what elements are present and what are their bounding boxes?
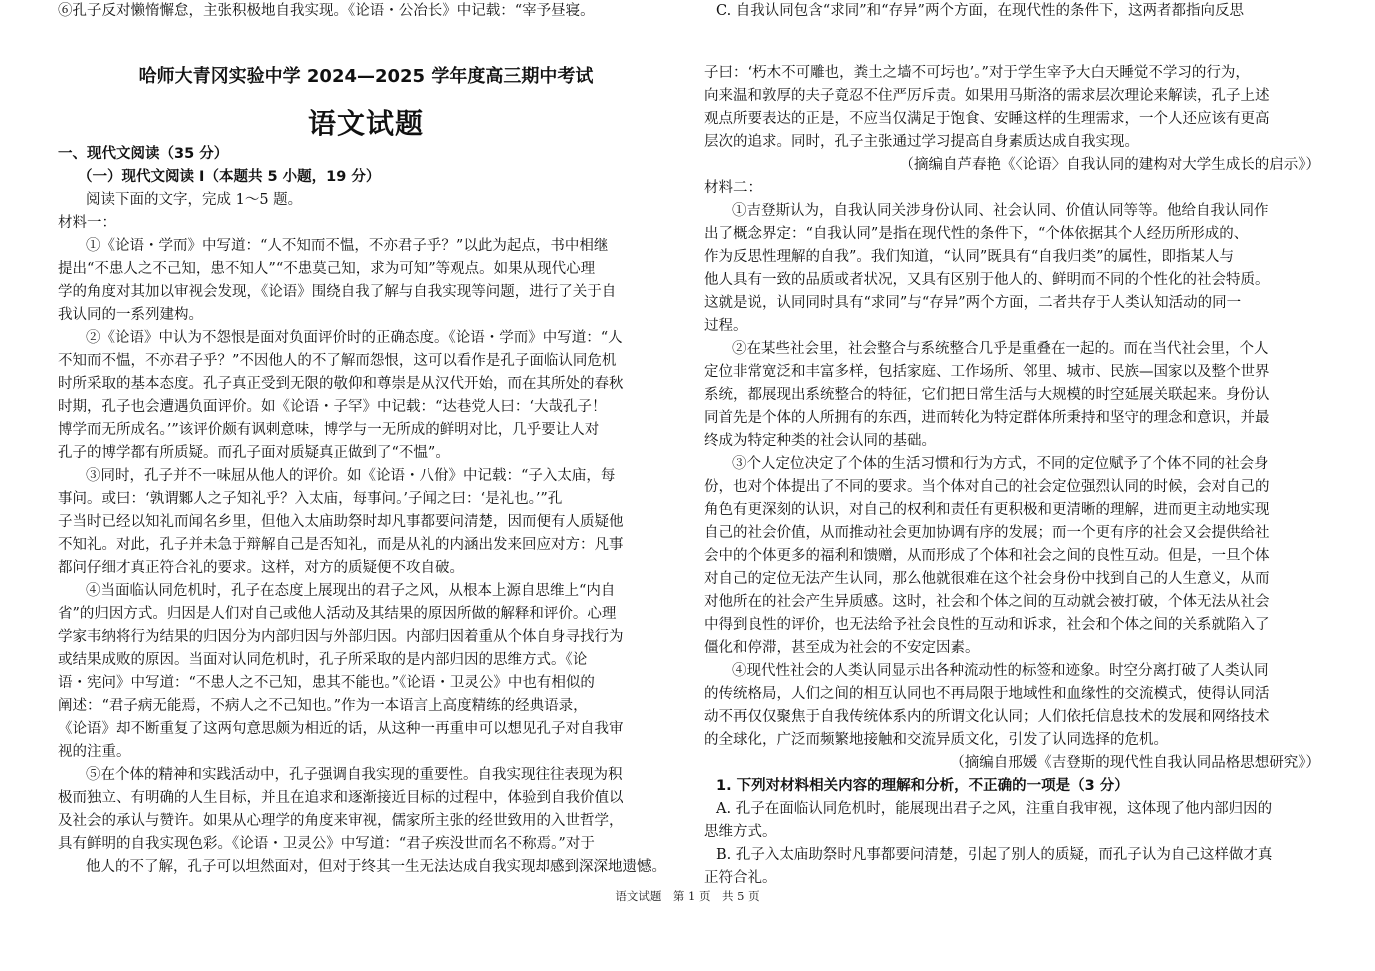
right-text-line: 份，也对个体提出了不同的要求。当个体对自己的社会定位强烈认同的时候，会对自己的 xyxy=(704,479,1270,495)
left-text-line: ①《论语・学而》中写道：“人不知而不愠，不亦君子乎？”以此为起点，书中相继 xyxy=(86,238,609,254)
left-text-line: 都问仔细才真正符合礼的要求。这样，对方的质疑便不攻自破。 xyxy=(58,560,464,576)
right-text-line: 作为反思性理解的自我”。我们知道，“认同”既具有“自我归类”的属性，即指某人与 xyxy=(704,249,1235,265)
right-text-line: （摘编自芦春艳《〈论语〉自我认同的建构对大学生成长的启示》） xyxy=(899,157,1320,173)
left-text-line: 材料一： xyxy=(58,215,116,231)
left-text-line: 我认同的一系列建构。 xyxy=(58,307,203,323)
right-text-line: 思维方式。 xyxy=(704,824,777,840)
left-text-line: 学的角度对其加以审视会发现，《论语》围绕自我了解与自我实现等问题，进行了关于自 xyxy=(58,284,617,300)
left-text-line: （一）现代文阅读 I（本题共 5 小题，19 分） xyxy=(78,169,381,185)
right-text-line: ②在某些社会里，社会整合与系统整合几乎是重叠在一起的。而在当代社会里，个人 xyxy=(732,341,1269,357)
left-text-line: ③同时，孔子并不一味屈从他人的评价。如《论语・八佾》中记载：“子入太庙，每 xyxy=(86,468,616,484)
left-text-line: 时期，孔子也会遭遇负面评价。如《论语・子罕》中记载：“达巷党人曰：‘大哉孔子！ xyxy=(58,399,607,415)
right-text-line: 他人具有一致的品质或者状况，又具有区别于他人的、鲜明而不同的个性化的社会特质。 xyxy=(704,272,1270,288)
left-text-line: 阐述：“君子病无能焉，不病人之不己知也。”作为一本语言上高度精练的经典语录， xyxy=(58,698,588,714)
right-text-line: 过程。 xyxy=(704,318,748,334)
left-text-line: 时所采取的基本态度。孔子真正受到无限的敬仰和尊崇是从汉代开始，而在其所处的春秋 xyxy=(58,376,624,392)
left-text-line: 不知礼。对此，孔子并未急于辩解自己是否知礼，而是从礼的内涵出发来回应对方：凡事 xyxy=(58,537,624,553)
right-text-line: 材料二： xyxy=(704,180,762,196)
right-text-line: A. 孔子在面临认同危机时，能展现出君子之风，注重自我审视，这体现了他内部归因的 xyxy=(716,801,1273,817)
right-text-line: 层次的追求。同时，孔子主张通过学习提高自身素质达成自我实现。 xyxy=(704,134,1139,150)
left-text-line: 具有鲜明的自我实现色彩。《论语・卫灵公》中写道：“君子疾没世而名不称焉。”对于 xyxy=(58,836,595,852)
left-text-line: 一、现代文阅读（35 分） xyxy=(58,146,229,162)
left-text-line: 提出“不患人之不己知，患不知人”“不患莫己知，求为可知”等观点。如果从现代心理 xyxy=(58,261,596,277)
right-text-line: 的全球化，广泛而频繁地接触和交流异质文化，引发了认同选择的危机。 xyxy=(704,732,1168,748)
right-text-line: 角色有更深刻的认识，对自己的权利和责任有更积极和更清晰的理解，进而更主动地实现 xyxy=(704,502,1270,518)
right-text-line: 的传统格局，人们之间的相互认同也不再局限于地域性和血缘性的交流模式，使得认同活 xyxy=(704,686,1270,702)
left-text-line: 子当时已经以知礼而闻名乡里，但他入太庙助祭时却凡事都要问清楚，因而便有人质疑他 xyxy=(58,514,624,530)
left-text-line: 不知而不愠，不亦君子乎？”不因他人的不了解而怨恨，这可以看作是孔子面临认同危机 xyxy=(58,353,617,369)
right-text-line: 对自己的定位无法产生认同，那么他就很难在这个社会身份中找到自己的人生意义，从而 xyxy=(704,571,1270,587)
right-text-line: 观点所要表达的正是，不应当仅满足于饱食、安睡这样的生理需求，一个人还应该有更高 xyxy=(704,111,1270,127)
subject-title: 语文试题 xyxy=(307,107,424,140)
left-text-line: ⑥孔子反对懒惰懈怠，主张积极地自我实现。《论语・公冶长》中记载：“宰予昼寝。 xyxy=(58,3,595,19)
school-exam-title: 哈师大青冈实验中学 2024—2025 学年度高三期中考试 xyxy=(138,66,594,87)
right-text-line: ④现代性社会的人类认同显示出各种流动性的标签和迹象。时空分离打破了人类认同 xyxy=(732,663,1269,679)
left-text-line: 极而独立、有明确的人生目标，并且在追求和逐渐接近目标的过程中，体验到自我价值以 xyxy=(58,790,624,806)
right-text-line: C. 自我认同包含“求同”和“存异”两个方面，在现代性的条件下，这两者都指向反思 xyxy=(716,3,1244,19)
right-text-line: 1. 下列对材料相关内容的理解和分析，不正确的一项是（3 分） xyxy=(716,778,1129,794)
left-text-line: 博学而无所成名。’”该评价颇有讽刺意味，博学与一无所成的鲜明对比，几乎要让人对 xyxy=(58,422,600,438)
left-text-line: 《论语》却不断重复了这两句意思颇为相近的话，从这种一再重申可以想见孔子对自我审 xyxy=(58,721,624,737)
left-text-line: 省”的归因方式。归因是人们对自己或他人活动及其结果的原因所做的解释和评价。心理 xyxy=(58,606,617,622)
right-text-line: 中得到良性的评价，也无法给予社会良性的互动和诉求，社会和个体之间的关系就陷入了 xyxy=(704,617,1270,633)
right-text-line: 同首先是个体的人所拥有的东西，进而转化为特定群体所秉持和坚守的理念和意识，并最 xyxy=(704,410,1270,426)
right-text-line: B. 孔子入太庙助祭时凡事都要问清楚，引起了别人的质疑，而孔子认为自己这样做才真 xyxy=(716,847,1273,863)
right-text-line: 会中的个体更多的福利和馈赠，从而形成了个体和社会之间的良性互动。但是，一旦个体 xyxy=(704,548,1270,564)
right-text-line: 系统，都展现出系统整合的特征，它们把日常生活与大规模的时空延展关联起来。身份认 xyxy=(704,387,1270,403)
left-text-line: 学家韦纳将行为结果的归因分为内部归因与外部归因。内部归因着重从个体自身寻找行为 xyxy=(58,629,624,645)
right-text-line: 终成为特定种类的社会认同的基础。 xyxy=(704,433,936,449)
right-text-line: 自己的社会价值，从而推动社会更加协调有序的发展；而一个更有序的社会又会提供给社 xyxy=(704,525,1270,541)
right-text-line: 子曰：‘朽木不可雕也，粪土之墙不可圬也’。”对于学生宰予大白天睡觉不学习的行为， xyxy=(704,65,1250,81)
right-text-line: 动不再仅仅聚焦于自我传统体系内的所谓文化认同；人们依托信息技术的发展和网络技术 xyxy=(704,709,1270,725)
left-text-line: ④当面临认同危机时，孔子在态度上展现出的君子之风，从根本上源自思维上“内自 xyxy=(86,583,616,599)
page-footer: 语文试题 第 1 页 共 5 页 xyxy=(615,889,760,903)
left-text-line: 阅读下面的文字，完成 1～5 题。 xyxy=(86,192,303,208)
left-text-line: 孔子的博学都有所质疑。而孔子面对质疑真正做到了“不愠”。 xyxy=(58,445,450,461)
left-text-line: ②《论语》中认为不怨恨是面对负面评价时的正确态度。《论语・学而》中写道：“人 xyxy=(86,330,623,346)
left-text-line: 视的注重。 xyxy=(58,744,131,760)
right-text-line: 这就是说，认同同时具有“求同”与“存异”两个方面，二者共存于人类认知活动的同一 xyxy=(704,295,1242,311)
right-text-line: 出了概念界定：“自我认同”是指在现代性的条件下，“个体依据其个人经历所形成的、 xyxy=(704,226,1249,242)
right-text-line: ①吉登斯认为，自我认同关涉身份认同、社会认同、价值认同等等。他给自我认同作 xyxy=(732,203,1269,219)
left-text-line: ⑤在个体的精神和实践活动中，孔子强调自我实现的重要性。自我实现往往表现为积 xyxy=(86,767,623,783)
left-text-line: 他人的不了解，孔子可以坦然面对，但对于终其一生无法达成自我实现却感到深深地遗憾。 xyxy=(86,859,666,875)
left-text-line: 或结果成败的原因。当面对认同危机时，孔子所采取的是内部归因的思维方式。《论 xyxy=(58,652,588,668)
right-text-line: ③个人定位决定了个体的生活习惯和行为方式，不同的定位赋予了个体不同的社会身 xyxy=(732,456,1269,472)
right-text-line: 正符合礼。 xyxy=(704,870,777,886)
left-text-line: 语・宪问》中写道：“不患人之不己知，患其不能也。”《论语・卫灵公》中也有相似的 xyxy=(58,675,595,691)
right-text-line: 对他所在的社会产生异质感。这时，社会和个体之间的互动就会被打破，个体无法从社会 xyxy=(704,594,1270,610)
right-text-line: 僵化和停滞，甚至成为社会的不安定因素。 xyxy=(704,640,980,656)
right-text-line: 向来温和敦厚的夫子竟忍不住严厉斥责。如果用马斯洛的需求层次理论来解读，孔子上述 xyxy=(704,88,1270,104)
left-text-line: 事问。或曰：‘孰谓鄹人之子知礼乎？入太庙，每事问。’子闻之曰：‘是礼也。’”孔 xyxy=(58,491,563,507)
left-text-line: 及社会的承认与赞许。如果从心理学的角度来审视，儒家所主张的经世致用的入世哲学， xyxy=(58,813,624,829)
right-text-line: （摘编自邢媛《吉登斯的现代性自我认同品格思想研究》） xyxy=(950,755,1320,771)
right-text-line: 定位非常宽泛和丰富多样，包括家庭、工作场所、邻里、城市、民族—国家以及整个世界 xyxy=(704,364,1270,380)
